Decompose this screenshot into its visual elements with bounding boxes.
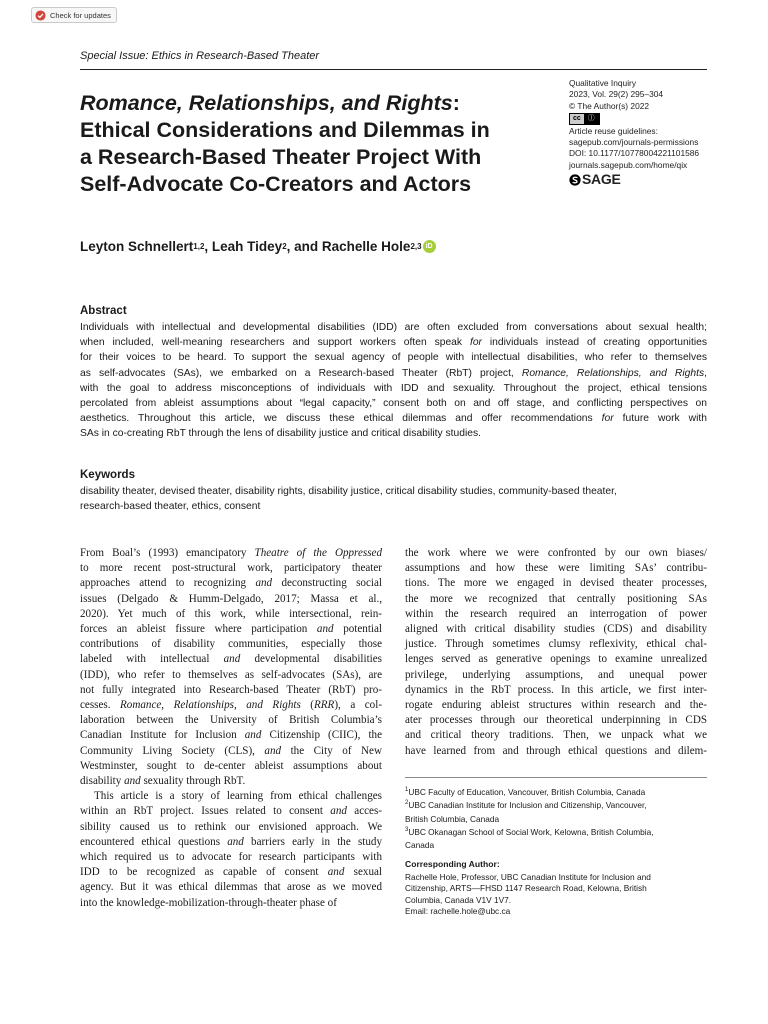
abstract-line: when included, well-meaning researchers and support workers often speak for individuals instead of creating opportunities [80, 337, 707, 349]
body-line: IDD to be recognized as capable of consent and sexual [80, 866, 382, 879]
body-line: within the research required an interrogation of power [405, 607, 707, 620]
sage-s-icon [569, 174, 581, 186]
abstract-line: Individuals with intellectual and developmental disabilities (IDD) are often excluded from conversations about sexual health; [80, 322, 707, 333]
journal-name: Qualitative Inquiry [569, 78, 637, 88]
article-title [80, 90, 550, 198]
body-line: privilege, underlying assumptions, and unequal power [405, 668, 707, 681]
body-line: sibility caused us to rethink our envisioned approach. We [80, 820, 382, 833]
body-line: dynamics in the RbT process. In this article, we first inter- [405, 683, 707, 696]
keywords-line: disability theater, devised theater, disability rights, disability justice, critical disability studies, community-based theater, [80, 486, 617, 497]
keywords-line: research-based theater, ethics, consent [80, 501, 261, 513]
abstract-text [80, 320, 707, 442]
body-line: cesses. Romance, Relationships, and Rights (RRR), a col- [80, 699, 383, 712]
body-line: have learned from and through ethical questions and dilem- [405, 744, 707, 757]
body-line: into the knowledge-mobilization-through-theater phase of [80, 896, 337, 909]
body-line: forces an ableist fissure where participation and potential [80, 623, 383, 636]
footnote-text: UBC Canadian Institute for Inclusion and Citizenship, Vancouver, [408, 800, 647, 811]
sage-wordmark: SAGE [582, 171, 621, 188]
corresponding-author-heading: Corresponding Author: [405, 859, 500, 869]
body-line: encountered ethical questions and barriers early in the study [80, 835, 382, 848]
affiliation-footnote [405, 812, 707, 825]
title-italic-part: Romance, Relationships, and Rights [80, 91, 453, 115]
abstract-line: as self-advocates (SAs), we embarked on a Research-based Theater (RbT) project, Romance, Relationships, and Rights, [80, 367, 707, 379]
body-line: approaches attend to recognizing and deconstructing social [80, 577, 382, 590]
abstract-heading: Abstract [80, 305, 127, 317]
title-colon: : [452, 91, 460, 115]
creative-commons-icon[interactable] [569, 113, 600, 125]
abstract-line: for their voices to be heard. To support the sexual agency of people with intellectual disabilities, who refer to themselves [80, 352, 707, 364]
orcid-icon[interactable]: iD [423, 240, 436, 253]
check-for-updates-icon [35, 10, 46, 21]
author-list [80, 239, 436, 254]
footnote-marker: 3 [405, 826, 409, 833]
abstract-line: percolated from ableist assumptions about “legal capacity,” consent both on and off stage, and conflicting perspectives on [80, 398, 707, 410]
body-line: From Boal’s (1993) emancipatory Theatre of the Oppressed [80, 547, 382, 559]
author-2-affiliation: 2 [282, 242, 287, 251]
doi-link[interactable]: DOI: 10.1177/10778004221101586 [569, 148, 700, 159]
affiliation-footnote [405, 798, 707, 811]
footnote-marker: 2 [405, 800, 409, 807]
body-line: the work where we were confronted by our own biases/ [405, 547, 707, 559]
footnote-text: UBC Faculty of Education, Vancouver, British Columbia, Canada [408, 786, 646, 797]
check-for-updates-badge[interactable] [31, 7, 117, 23]
cc-info-mark: Ⓘ [587, 114, 595, 122]
body-line: Community Living Society (CLS), and the City of New [80, 744, 382, 757]
body-column-right [405, 546, 707, 759]
affiliation-footnote [405, 838, 707, 851]
check-for-updates-label: Check for updates [50, 10, 111, 20]
body-line: labeled with intellectual and developmental disabilities [80, 653, 382, 666]
body-line: within an RbT project. Issues related to consent and acces- [80, 805, 382, 818]
author-3-affiliation: 2,3 [410, 242, 422, 251]
footnote-text: Canada [405, 839, 435, 850]
reuse-label: Article reuse guidelines: [569, 125, 658, 136]
body-line: to more recent post-structural work, participatory theater [80, 562, 382, 575]
body-line: Westminster, sought to de-center ableist assumptions about [80, 759, 382, 772]
author-1: Leyton Schnellert [80, 239, 194, 254]
journal-info [569, 78, 719, 186]
body-line: tions. The more we engaged in devised theater processes, [405, 577, 707, 590]
header-divider [80, 69, 707, 70]
keywords-text [80, 484, 707, 514]
body-line: contributions of disability communities, especially those [80, 638, 382, 651]
cc-mark: cc [570, 114, 584, 124]
body-line: ater processes through our theoretical underpinning in CDS [405, 714, 707, 727]
affiliation-footnote [405, 825, 707, 838]
title-line-3: a Research-Based Theater Project With [80, 145, 482, 169]
title-line-2: Ethical Considerations and Dilemmas in [80, 118, 490, 142]
body-line: rogate enduring ableist structures within research and the- [405, 699, 707, 712]
special-issue-label: Special Issue: Ethics in Research-Based Theater [80, 50, 320, 62]
keywords-heading: Keywords [80, 469, 135, 481]
body-line: This article is a story of learning from ethical challenges [94, 790, 382, 803]
abstract-line: with the goal to address misconceptions of individuals with IDD and sexuality. Throughout the project, ethical tensions [80, 382, 707, 394]
sage-logo [569, 171, 719, 188]
reuse-link[interactable]: sagepub.com/journals-permissions [569, 137, 699, 148]
footnote-text: British Columbia, Canada [405, 813, 500, 824]
body-line: laboration between the University of British Columbia’s [80, 714, 382, 727]
body-line: (IDD), who refer to themselves as self-advocates (SAs), are [80, 668, 382, 681]
affiliation-footnote [405, 785, 707, 798]
affiliation-footnotes [405, 785, 707, 851]
abstract-line: aesthetics. Throughout this article, we discuss these ethical dilemmas and offer recommendations for future work with [80, 413, 707, 425]
body-line: assumptions and how these were limiting SAs’ contribu- [405, 562, 707, 575]
title-line-4: Self-Advocate Co-Creators and Actors [80, 172, 472, 196]
body-line: and critical theory traditions. Then, we unpack what we [405, 729, 707, 742]
body-line: justice. Through sometimes clumsy reflexivity, ethical chal- [405, 638, 707, 651]
body-line: aligned with critical disability studies (CDS) and disability [405, 623, 707, 636]
corresponding-author-line: Citizenship, ARTS—FHSD 1147 Research Road, Kelowna, British [405, 883, 647, 893]
body-line: which required us to advocate for research participants with [80, 851, 382, 864]
body-line: issues (Delgado & Humm-Delgado, 2017; Massa et al., [80, 592, 382, 605]
body-line: the more we recognized that centrally positioning SAs [405, 592, 707, 605]
journal-home-link[interactable]: journals.sagepub.com/home/qix [569, 159, 688, 170]
author-2: , Leah Tidey [204, 239, 283, 254]
footnote-marker: 1 [405, 787, 409, 793]
body-line: not fully integrated into Research-based Theater (RbT) pro- [80, 683, 382, 696]
corresponding-author [405, 859, 707, 918]
author-3: , and Rachelle Hole [286, 239, 411, 254]
body-line: disability and sexuality through RbT. [80, 775, 246, 788]
footnote-text: UBC Okanagan School of Social Work, Kelowna, British Columbia, [408, 826, 654, 837]
corresponding-author-line: Columbia, Canada V1V 1V7. [405, 894, 512, 905]
abstract-line: SAs in co-creating RbT through the lens of disability justice and critical disability studies. [80, 428, 482, 440]
body-column-left [80, 546, 382, 911]
corresponding-author-line: Email: rachelle.hole@ubc.ca [405, 906, 511, 916]
author-1-affiliation: 1,2 [193, 242, 205, 251]
body-line: lenges served as generative openings to examine unrealized [405, 653, 707, 666]
journal-copyright: © The Author(s) 2022 [569, 100, 650, 111]
body-line: Canadian Institute for Inclusion and Citizenship (CIIC), the [80, 729, 383, 742]
body-line: agency. But it was ethical dilemmas that arose as we moved [80, 881, 382, 894]
body-line: 2020). Yet much of this work, while intersectional, rein- [80, 607, 382, 620]
corresponding-author-line: Rachelle Hole, Professor, UBC Canadian Institute for Inclusion and [405, 871, 651, 882]
footnote-divider [405, 777, 707, 778]
journal-volume: 2023, Vol. 29(2) 295–304 [569, 89, 664, 100]
